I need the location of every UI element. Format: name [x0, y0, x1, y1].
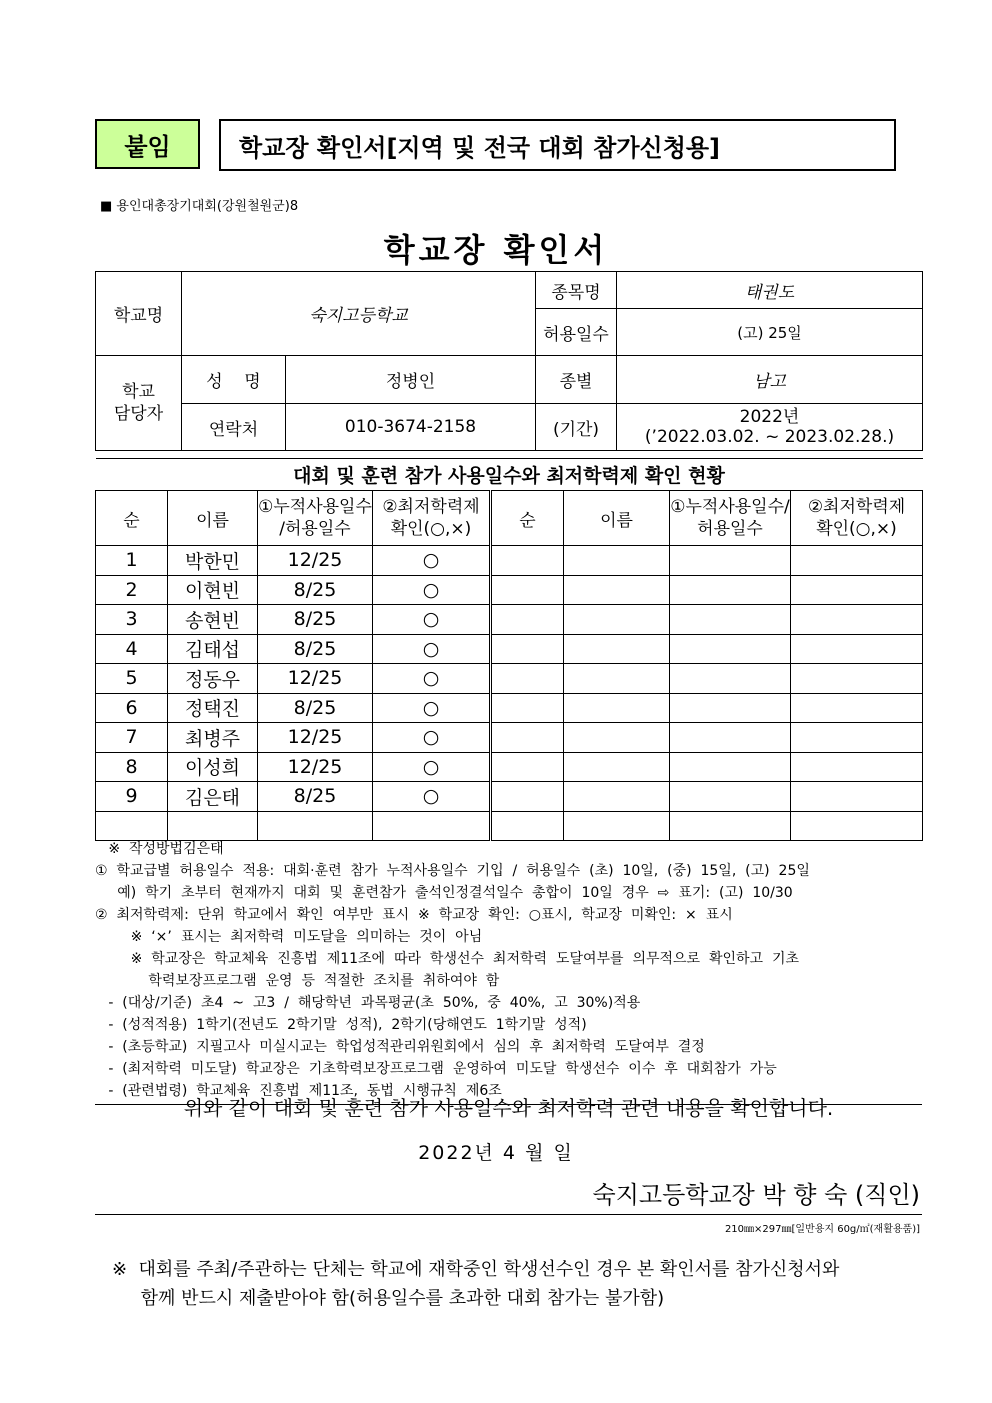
row-empty-cell: [791, 664, 923, 694]
row-empty-cell: [564, 752, 670, 782]
row-name: 정동우: [168, 664, 258, 694]
instruction-line: - (관련법령) 학교체육 진흥법 제11조, 동법 시행규칙 제6조: [95, 1083, 502, 1099]
instruction-line: - (성적적용) 1학기(전년도 2학기말 성적), 2학기(당해연도 1학기말 성적): [95, 1017, 587, 1033]
table-row: [96, 575, 923, 605]
row-no: 4: [96, 634, 168, 664]
row-no: 2: [96, 575, 168, 605]
row-no: 1: [96, 546, 168, 576]
period-label: (기간): [536, 404, 617, 451]
instruction-line: - (최저학력 미도달) 학교장은 기초학력보장프로그램 운영하여 미도달 학생선수 이수 후 대회참가 가능: [95, 1061, 777, 1077]
row-check: ○: [373, 605, 491, 635]
row-check: ○: [373, 575, 491, 605]
table-row: [96, 546, 923, 576]
row-no: 7: [96, 723, 168, 753]
row-empty-cell: [564, 723, 670, 753]
row-check: ○: [373, 664, 491, 694]
type-value: 남고: [617, 356, 923, 404]
row-days: 8/25: [258, 575, 373, 605]
table-row: [96, 752, 923, 782]
row-days: 12/25: [258, 752, 373, 782]
footnote-line: ※ 대회를 주최/주관하는 단체는 학교에 재학중인 학생선수인 경우 본 확인서를 참가신청서와: [112, 1259, 840, 1280]
period-year: 2022년: [739, 407, 800, 427]
instruction-line: - (대상/기준) 초4 ~ 고3 / 해당학년 과목평균(초 50%, 중 40%, 고 30%)적용: [95, 995, 641, 1011]
event-source: ■ 용인대총장기대회(강원철원군)8: [100, 199, 299, 214]
row-days: 8/25: [258, 605, 373, 635]
row-empty-cell: [791, 782, 923, 812]
name-label: 성 명: [182, 356, 286, 404]
row-empty-cell: [564, 546, 670, 576]
row-name: 최병주: [168, 723, 258, 753]
paper-spec: 210㎜×297㎜[일반용지 60g/㎡(재활용품)]: [724, 1224, 920, 1235]
row-name: 김은태: [168, 782, 258, 812]
table-row: [96, 693, 923, 723]
row-name: 이성희: [168, 752, 258, 782]
row-days: 8/25: [258, 693, 373, 723]
table-row: [96, 605, 923, 635]
row-empty-cell: [791, 811, 923, 841]
form-title-box: 학교장 확인서[지역 및 전국 대회 참가신청용]: [219, 119, 896, 171]
table-row: [96, 723, 923, 753]
row-empty-cell: [564, 634, 670, 664]
table-row: [96, 782, 923, 812]
row-empty-cell: [791, 693, 923, 723]
contact-value: 010-3674-2158: [286, 404, 536, 451]
submission-footnote: [112, 1255, 839, 1313]
row-empty-cell: [491, 693, 564, 723]
row-empty-cell: [791, 723, 923, 753]
row-empty-cell: [670, 811, 791, 841]
instruction-line: ※ ‘×’ 표시는 최저학력 미도달을 의미하는 것이 아님: [95, 929, 483, 945]
col-header-check-right: ②최저학력제 확인(○,×): [791, 491, 923, 546]
row-days: 8/25: [258, 634, 373, 664]
row-empty-cell: [564, 782, 670, 812]
row-empty-cell: [564, 605, 670, 635]
instruction-line: ① 학교급별 허용일수 적용: 대회·훈련 참가 누적사용일수 기입 / 허용일수 (초) 10일, (중) 15일, (고) 25일: [95, 863, 810, 879]
writing-instructions: [95, 838, 922, 1105]
row-empty-cell: [670, 782, 791, 812]
row-no: 9: [96, 782, 168, 812]
row-empty-cell: [670, 546, 791, 576]
col-header-check: ②최저학력제 확인(○,×): [373, 491, 491, 546]
row-empty-cell: [670, 723, 791, 753]
instruction-line: ※ 학교장은 학교체육 진흥법 제11조에 따라 학생선수 최저학력 도달여부를 의무적으로 확인하고 기초: [95, 951, 800, 967]
row-no: 5: [96, 664, 168, 694]
row-empty-cell: [491, 782, 564, 812]
attachment-tag: 붙임: [95, 119, 200, 169]
col-header-name: 이름: [168, 491, 258, 546]
row-empty-cell: [491, 575, 564, 605]
document-title: 학교장 확인서: [383, 231, 609, 269]
row-empty-cell: [670, 664, 791, 694]
row-no: 6: [96, 693, 168, 723]
row-empty-cell: [491, 811, 564, 841]
period-range: (’2022.03.02. ~ 2023.02.28.): [644, 427, 895, 447]
row-check: ○: [373, 546, 491, 576]
instruction-line: - (초등학교) 지필고사 미실시교는 학업성적관리위원회에서 심의 후 최저학력 도달여부 결정: [95, 1039, 705, 1055]
col-header-no-right: 순: [491, 491, 564, 546]
instruction-line: ※ 작성방법김은태: [95, 841, 224, 857]
row-empty-cell: [791, 546, 923, 576]
row-name: 김태섭: [168, 634, 258, 664]
col-header-name-right: 이름: [564, 491, 670, 546]
row-check: [373, 811, 491, 841]
row-no: 8: [96, 752, 168, 782]
name-value: 정병인: [286, 356, 536, 404]
row-empty-cell: [491, 634, 564, 664]
usage-table: [95, 458, 923, 841]
row-days: 12/25: [258, 664, 373, 694]
confirmation-statement: 위와 같이 대회 및 훈련 참가 사용일수와 최저학력 관련 내용을 확인합니다.: [183, 1096, 834, 1120]
row-days: 12/25: [258, 723, 373, 753]
row-check: ○: [373, 693, 491, 723]
row-empty-cell: [491, 723, 564, 753]
row-empty-cell: [791, 752, 923, 782]
table-row: [96, 664, 923, 694]
divider: [95, 1214, 922, 1215]
row-check: ○: [373, 782, 491, 812]
col-header-no: 순: [96, 491, 168, 546]
row-empty-cell: [670, 634, 791, 664]
row-empty-cell: [670, 752, 791, 782]
row-empty-cell: [791, 634, 923, 664]
school-info-table: [95, 271, 923, 451]
event-value: 태권도: [617, 272, 923, 309]
row-no: 3: [96, 605, 168, 635]
type-label: 종별: [536, 356, 617, 404]
school-label: 학교명: [96, 272, 182, 356]
instruction-line: 학력보장프로그램 운영 등 적절한 조치를 취하여야 함: [95, 973, 500, 989]
confirmation-date: 2022년 4 월 일: [418, 1142, 574, 1164]
event-label: 종목명: [536, 272, 617, 309]
allowed-days-value: (고) 25일: [617, 309, 923, 356]
row-days: 12/25: [258, 546, 373, 576]
table-row: [96, 811, 923, 841]
row-empty-cell: [791, 575, 923, 605]
school-value: 숙지고등학교: [182, 272, 536, 356]
row-empty-cell: [491, 546, 564, 576]
row-empty-cell: [564, 575, 670, 605]
row-empty-cell: [670, 575, 791, 605]
col-header-days-right: ①누적사용일수/ 허용일수: [670, 491, 791, 546]
contact-label: 연락처: [182, 404, 286, 451]
row-days: [258, 811, 373, 841]
usage-heading: 대회 및 훈련 참가 사용일수와 최저학력제 확인 현황: [96, 459, 923, 491]
col-header-days: ①누적사용일수 /허용일수: [258, 491, 373, 546]
row-empty-cell: [564, 811, 670, 841]
manager-label: 학교 담당자: [96, 356, 182, 451]
row-empty-cell: [491, 752, 564, 782]
row-days: 8/25: [258, 782, 373, 812]
row-name: 송현빈: [168, 605, 258, 635]
row-no: [96, 811, 168, 841]
row-empty-cell: [491, 664, 564, 694]
row-name: [168, 811, 258, 841]
principal-signature: 숙지고등학교장 박 향 숙 (직인): [592, 1181, 920, 1209]
row-check: ○: [373, 723, 491, 753]
instruction-line: 예) 학기 초부터 현재까지 대회 및 훈련참가 출석인정결석일수 총합이 10일 경우 ⇨ 표기: (고) 10/30: [95, 885, 793, 901]
row-empty-cell: [564, 693, 670, 723]
footnote-line: 함께 반드시 제출받아야 함(허용일수를 초과한 대회 참가는 불가함): [112, 1288, 665, 1309]
row-check: ○: [373, 634, 491, 664]
row-empty-cell: [791, 605, 923, 635]
row-name: 정택진: [168, 693, 258, 723]
allowed-days-label: 허용일수: [536, 309, 617, 356]
row-name: 박한민: [168, 546, 258, 576]
table-row: [96, 634, 923, 664]
row-check: ○: [373, 752, 491, 782]
instruction-line: ② 최저학력제: 단위 학교에서 확인 여부만 표시 ※ 학교장 확인: ○표시, 학교장 미확인: × 표시: [95, 907, 733, 923]
row-name: 이현빈: [168, 575, 258, 605]
row-empty-cell: [491, 605, 564, 635]
row-empty-cell: [670, 605, 791, 635]
row-empty-cell: [670, 693, 791, 723]
row-empty-cell: [564, 664, 670, 694]
